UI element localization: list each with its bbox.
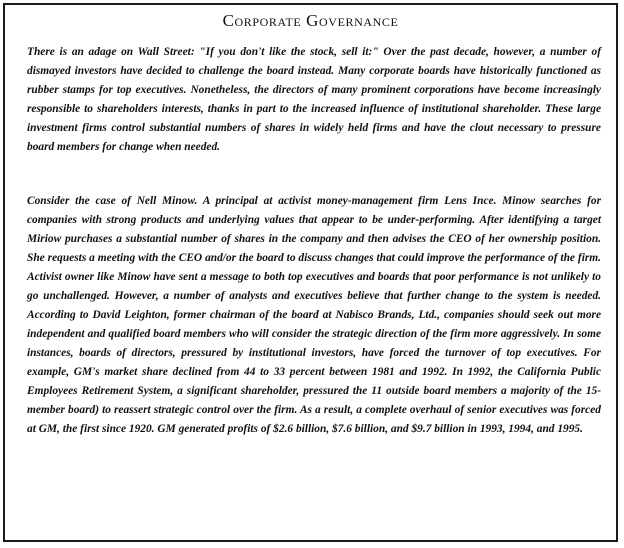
paragraph-1: There is an adage on Wall Street: "If you don't like the stock, sell it:" Over the past decade, however, a number of dismayed investors have decided to challenge the board instead. Many corporate boards have historically functioned as rubber stamps for top executives. Nonetheless, the directors of many prominent corporations have become increasingly responsible to shareholders interests, thanks in part to the increased influence of institutional shareholder. These large investment firms control substantial numbers of shares in widely held firms and have the clout necessary to pressure board members for change when needed.	[27, 46, 601, 153]
page-title: Corporate Governance	[222, 11, 399, 30]
document-box	[3, 3, 618, 542]
paragraph-2: Consider the case of Nell Minow. A principal at activist money-management firm Lens Ince. Minow searches for companies with strong products and underlying values that appear to be under-performing. After identifying a target Miriow purchases a substantial number of shares in the company and then advises the CEO of her ownership position. She requests a meeting with the CEO and/or the board to discuss changes that could improve the performance of the firm. Activist owner like Minow have sent a message to both top executives and boards that poor performance is not unlikely to go unchallenged. However, a number of analysts and executives believe that further change to the system is needed. According to David Leighton, former chairman of the board at Nabisco Brands, Ltd., companies should seek out more independent and qualified board members who will consider the strategic direction of the firm more aggressively. In some instances, boards of directors, pressured by institutional investors, have forced the turnover of top executives. For example, GM's market share declined from 44 to 33 percent between 1981 and 1992. In 1992, the California Public Employees Retirement System, a significant shareholder, pressured the 11 outside board members a majority of the 15-member board) to reassert strategic control over the firm. As a result, a complete overhaul of senior executives was forced at GM, the first since 1920. GM generated profits of $2.6 billion, $7.6 billion, and $9.7 billion in 1993, 1994, and 1995.	[27, 195, 601, 435]
